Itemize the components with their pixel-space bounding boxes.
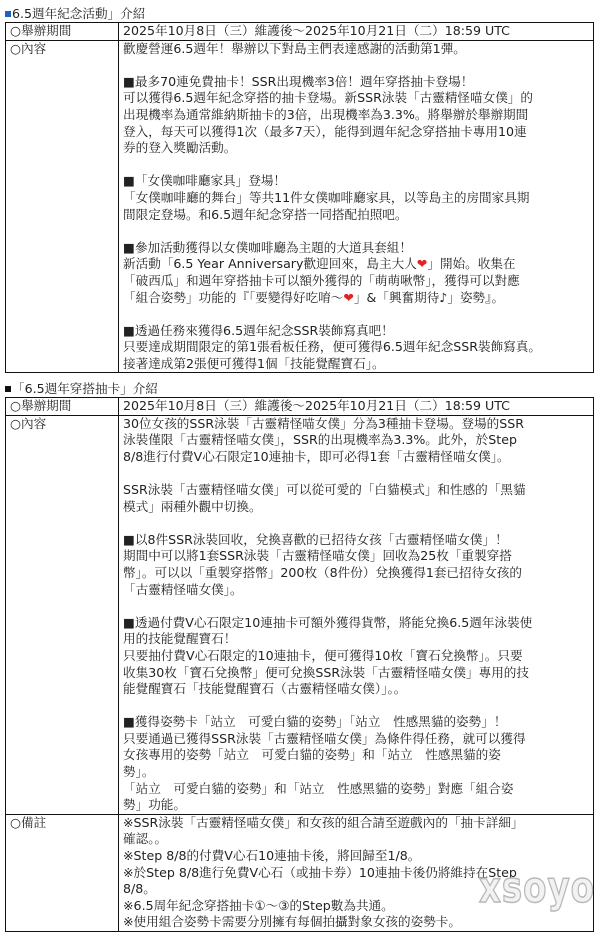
- text-segment: 登入，每天可以獲得1次（最多7天），能得到週年紀念穿搭抽卡專用10連: [123, 123, 527, 139]
- watermark-logo: xsoyo: [478, 863, 595, 913]
- text-line: [123, 173, 589, 190]
- text-segment: 幣」。可以以「重製穿搭幣」200枚（8件份）兌換獲得1套已招待女孩的: [123, 564, 522, 580]
- square-bullet-icon: [5, 11, 11, 17]
- text-line: [123, 339, 589, 356]
- text-segment: ※於Step 8/8進行免費V心石（或抽卡券）10連抽卡後仍將維持在Step: [123, 864, 517, 880]
- text-line: [123, 140, 589, 157]
- text-line: [123, 548, 589, 565]
- text-segment: ※使用組合姿勢卡需要分別擁有每個拍攝對象女孩的姿勢卡。: [123, 914, 461, 930]
- section-title: [5, 5, 594, 22]
- text-segment: ■透過付費V心石限定10連抽卡可額外獲得貨幣，將能兌換6.5週年泳裝使: [123, 614, 533, 630]
- text-segment: 「女僕咖啡廳的舞台」等共11件女僕咖啡廳家具，以等島主的房間家具期: [123, 189, 530, 205]
- text-line: [123, 648, 589, 665]
- text-line: [123, 256, 589, 273]
- text-line: [123, 207, 589, 224]
- text-segment: 用的技能覺醒寶石！: [123, 631, 237, 647]
- text-line: [123, 532, 589, 549]
- text-segment: 出現機率為通常維納斯抽卡的3倍，出現機率為3.3%。將舉辦於舉辦期間: [123, 106, 529, 122]
- blank-line: [123, 306, 589, 323]
- row-content: [119, 40, 594, 373]
- text-line: [123, 41, 589, 58]
- table-row: [6, 415, 594, 814]
- text-segment: 」開始。收集在: [427, 256, 516, 272]
- info-table: [5, 397, 594, 932]
- text-segment: 泳裝僅限「古靈精怪喵女僕」，SSR的出現機率為3.3%。此外，於Step: [123, 432, 517, 448]
- text-segment: ※Step 8/8的付費V心石10連抽卡後，將回歸至1/8。: [123, 848, 421, 864]
- text-segment: ■「女僕咖啡廳家具」登場！: [123, 173, 287, 189]
- text-segment: ■獲得姿勢卡「站立 可愛白貓的姿勢」「站立 性感黑貓的姿勢」！: [123, 714, 507, 730]
- text-segment: 「組合姿勢」功能的『「要變得好吃唷～: [123, 289, 344, 305]
- text-line: [123, 764, 589, 781]
- text-segment: 2025年10月8日（三）維護後～2025年10月21日（二）18:59 UTC: [123, 398, 510, 413]
- text-line: [123, 240, 589, 257]
- row-label: ○內容: [6, 40, 119, 373]
- text-segment: 確認。。: [123, 831, 168, 847]
- text-segment: 歡慶營運6.5週年！舉辦以下對島主們表達感謝的活動第1彈。: [123, 40, 466, 56]
- text-line: [123, 190, 589, 207]
- row-label: ○內容: [6, 415, 119, 814]
- text-segment: ※6.5周年紀念穿搭抽卡①～③的Step數為共通。: [123, 897, 394, 913]
- text-line: [123, 665, 589, 682]
- text-line: [123, 323, 589, 340]
- blank-line: [123, 465, 589, 482]
- text-segment: 接著達成第2張便可獲得1個「技能覺醒寶石」。: [123, 355, 385, 371]
- blank-line: [123, 598, 589, 615]
- text-segment: 勢」。: [123, 764, 155, 780]
- text-line: [123, 565, 589, 582]
- text-line: [123, 914, 589, 931]
- section-title-text: 6.5週年紀念活動」介紹: [12, 6, 146, 21]
- blank-line: [123, 157, 589, 174]
- text-segment: ■以8件SSR泳裝回收，兌換喜歡的已招待女孩「古靈精怪喵女僕」！: [123, 531, 508, 547]
- text-line: [123, 482, 589, 499]
- table-row: [6, 40, 594, 373]
- text-segment: 期間中可以將1套SSR泳裝「古靈精怪喵女僕」回收為25枚「重製穿搭: [123, 548, 512, 564]
- text-line: [123, 797, 589, 814]
- blank-line: [123, 515, 589, 532]
- blank-line: [123, 698, 589, 715]
- text-line: [123, 815, 589, 832]
- text-line: [123, 124, 589, 141]
- text-segment: ■最多70連免費抽卡！SSR出現機率3倍！週年穿搭抽卡登場！: [123, 73, 474, 89]
- info-table: [5, 22, 594, 373]
- text-line: [123, 714, 589, 731]
- row-label: ○備註: [6, 814, 119, 931]
- text-line: [123, 831, 589, 848]
- text-line: [123, 449, 589, 466]
- text-segment: 勢」功能。: [123, 797, 186, 813]
- text-line: [123, 781, 589, 798]
- text-line: [123, 747, 589, 764]
- text-segment: ※SSR泳裝「古靈精怪喵女僕」和女孩的組合請至遊戲內的「抽卡詳細」: [123, 814, 524, 830]
- text-segment: ■透過任務來獲得6.5週年紀念SSR裝飾寫真吧！: [123, 322, 394, 338]
- text-segment: 只要抽付費V心石限定的10連抽卡，便可獲得10枚「寶石兌換幣」。只要: [123, 647, 523, 663]
- text-segment: ■參加活動獲得以女僕咖啡廳為主題的大道具套組！: [123, 239, 412, 255]
- text-segment: 收集30枚「寶石兌換幣」便可兌換SSR泳裝「古靈精怪喵女僕」專用的技: [123, 664, 529, 680]
- text-line: [123, 23, 589, 40]
- text-line: [123, 499, 589, 516]
- row-content: [119, 415, 594, 814]
- text-line: [123, 107, 589, 124]
- text-segment: 「站立 可愛白貓的姿勢」和「站立 性感黑貓的姿勢」對應「組合姿: [123, 780, 514, 796]
- text-segment: 8/8進行付費V心石限定10連抽卡，即可必得1套「古靈精怪喵女僕」。: [123, 448, 510, 464]
- text-line: [123, 273, 589, 290]
- text-line: [123, 631, 589, 648]
- text-segment: 「破西瓜」和週年穿搭抽卡可以額外獲得的「萌萌啾幣」，獲得可以對應: [123, 272, 520, 288]
- text-segment: 只要達成期間限定的第1張看板任務，便可獲得6.5週年紀念SSR裝飾寫真。: [123, 339, 541, 355]
- section-title: [5, 380, 594, 397]
- row-label: ○舉辦期間: [6, 398, 119, 416]
- heart-icon: ❤: [343, 289, 354, 305]
- row-label: ○舉辦期間: [6, 23, 119, 41]
- text-segment: 能覺醒寶石「技能覺醒寶石（古靈精怪喵女僕）」。。: [123, 681, 407, 697]
- text-line: [123, 615, 589, 632]
- text-line: [123, 582, 589, 599]
- heart-icon: ❤: [416, 256, 428, 272]
- gacha-section: [5, 380, 594, 932]
- text-segment: 「古靈精怪喵女僕」。: [123, 581, 243, 597]
- text-segment: 30位女孩的SSR泳裝「古靈精怪喵女僕」分為3種抽卡登場。登場的SSR: [123, 415, 524, 431]
- text-line: [123, 90, 589, 107]
- blank-line: [123, 57, 589, 74]
- text-line: [123, 731, 589, 748]
- text-segment: 」&「興奮期待♪」姿勢』。: [353, 289, 505, 305]
- text-segment: SSR泳裝「古靈精怪喵女僕」可以從可愛的「白貓模式」和性感的「黑貓: [123, 481, 526, 497]
- text-segment: 新活動「6.5 Year Anniversary歡迎回來，島主大人: [123, 256, 417, 272]
- square-bullet-icon: [5, 386, 11, 392]
- blank-line: [123, 223, 589, 240]
- row-content: [119, 398, 594, 416]
- table-row: [6, 23, 594, 41]
- text-line: [123, 681, 589, 698]
- text-line: [123, 416, 589, 433]
- text-line: [123, 290, 589, 307]
- table-row: [6, 398, 594, 416]
- row-content: [119, 23, 594, 41]
- event-section: [5, 5, 594, 373]
- text-line: [123, 356, 589, 373]
- text-segment: 8/8。: [123, 881, 156, 897]
- section-title-text: 「6.5週年穿搭抽卡」介紹: [12, 381, 158, 396]
- text-segment: 2025年10月8日（三）維護後～2025年10月21日（二）18:59 UTC: [123, 23, 510, 38]
- text-segment: 可以獲得6.5週年紀念穿搭的抽卡登場。新SSR泳裝「古靈精怪喵女僕」的: [123, 90, 533, 106]
- text-segment: 只要通過已獲得SSR泳裝「古靈精怪喵女僕」為條件得任務，就可以獲得: [123, 730, 526, 746]
- text-segment: 模式」兩種外觀中切換。: [123, 498, 262, 514]
- text-line: [123, 398, 589, 415]
- text-segment: 間限定登場。和6.5週年紀念穿搭一同搭配拍照吧。: [123, 206, 408, 222]
- text-line: [123, 74, 589, 91]
- text-segment: 女孩專用的姿勢「站立 可愛白貓的姿勢」和「站立 性感黑貓的姿: [123, 747, 501, 763]
- text-line: [123, 432, 589, 449]
- text-segment: 券的登入獎勵活動。: [123, 140, 237, 156]
